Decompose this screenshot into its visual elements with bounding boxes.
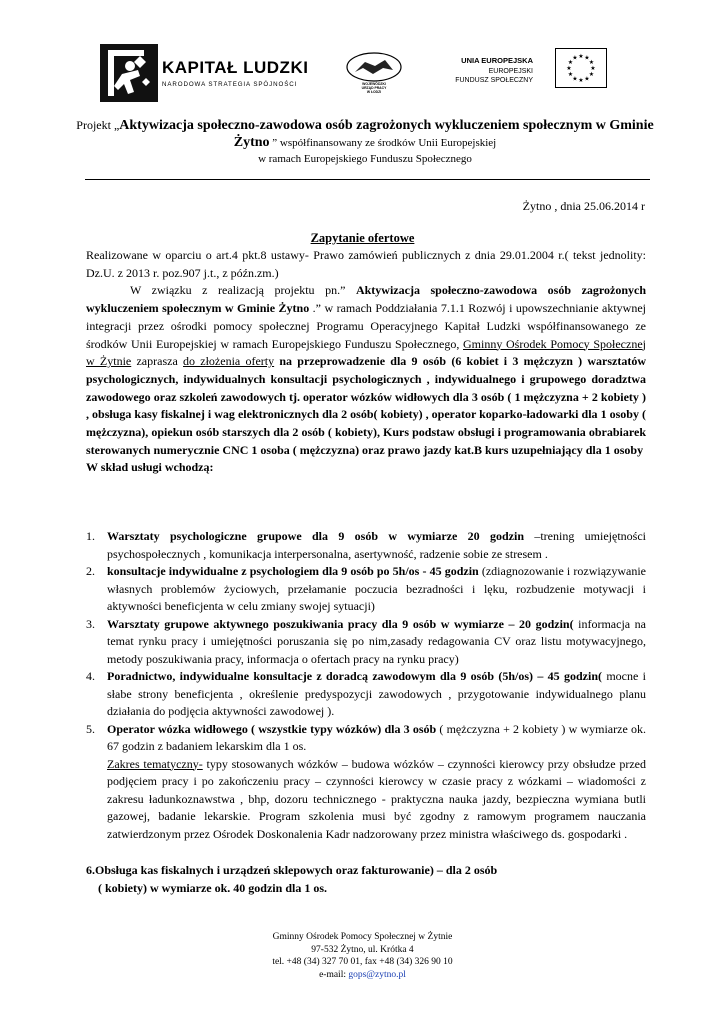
project-fund-line: w ramach Europejskiego Funduszu Społecznego: [258, 153, 472, 165]
project-prefix: Projekt „: [76, 118, 120, 132]
list-item-description: informacja na temat rynku pracy i umiejętności poruszania się po nim,zasady redagowania CV oraz listu motywacyjnego, metody poszukiwania pracy, informacja o ofertach pracy na rynku pracy): [107, 616, 646, 666]
list-item-title: Warsztaty psychologiczne grupowe dla 9 osób w wymiarze 20 godzin: [107, 529, 525, 543]
invitation-scope: na przeprowadzenie dla 9 osób (6 kobiet i 3 mężczyzn ) warsztatów psychologicznych, indywidualnych konsultacji psychologicznych , indywidualnego i grupowego doradztwa zawodowego oraz szkoleń zawodowych tj. operator wózków widłowych dla 3 osób ( 1 mężczyzna + 2 kobiety ) , obsługa kasy fiskalnej i wag elektronicznych dla 2 osób( kobiety) , operator koparko-ładowarki dla 1 osoby ( mężczyzna), opiekun osób starszych dla 2 osób ( kobiety), Kurs podstaw obsługi i programowania obrabiarek sterowanych numerycznie CNC 1 osoba ( mężczyzna) oraz prawo jazdy kat.B kurs uzupełniający dla 1 osoby: [86, 354, 647, 457]
svg-text:★: ★: [578, 77, 584, 84]
invitation-paragraph: [86, 282, 646, 459]
list-item-scope: [107, 756, 646, 844]
eu-flag-icon: [555, 48, 607, 88]
invitation-invites: zaprasza: [131, 354, 184, 369]
list-item: [86, 668, 646, 721]
svg-text:★: ★: [567, 71, 574, 78]
invitation-offer-call: do złożenia oferty: [183, 354, 275, 369]
list-item-title: Operator wózka widłowego ( wszystkie typy wózków) dla 3 osób: [107, 721, 437, 736]
service-6-line-1: 6.Obsługa kas fiskalnych i urządzeń sklepowych oraz fakturowanie) – dla 2 osób: [86, 863, 498, 877]
project-title: Aktywizacja społeczno-zawodowa osób zagrożonych wykluczeniem społecznym w Gminie Żytno: [119, 118, 654, 150]
wup-logo: [345, 52, 403, 98]
wup-text: [345, 82, 403, 94]
list-item: [86, 616, 646, 669]
footer-email-link[interactable]: gops@zytno.pl: [348, 969, 406, 980]
list-item: [86, 563, 646, 616]
legal-basis: Realizowane w oparciu o art.4 pkt.8 ustawy- Prawo zamówień publicznych z dnia 29.01.2004 r.( tekst jednolity: Dz.U. z 2013 r. poz.907 j.t., z późn.zm.): [86, 248, 646, 280]
eu-subtitle-line-2: FUNDUSZ SPOŁECZNY: [455, 77, 533, 84]
svg-text:★: ★: [584, 75, 590, 83]
footer: [0, 931, 725, 981]
project-header: [60, 117, 670, 167]
header-divider: [85, 179, 650, 180]
footer-phone: tel. +48 (34) 327 70 01, fax +48 (34) 326 90 10: [272, 957, 453, 967]
scope-description: typy stosowanych wózków – budowa wózków – czynności kierowcy przy obsłudze przed podjęciem pracy i po zakończeniu pracy – czynności kierowcy w czasie pracy z wózkami – wiadomości z zakresu ładunkoznawstwa , bhp, dozoru technicznego - praktyczna nauka jazdy, bezpieczna wymiana butli gazowej, badanie lekarskie. Program szkolenia musi być zgodny z ramowym programem nauczania zatwierdzonym przez Ośrodek Doskonalenia Kadr nadzorowany przez ministra właściwego ds. gospodarki .: [107, 756, 646, 841]
svg-text:★: ★: [578, 53, 584, 60]
list-item-title: Warsztaty grupowe aktywnego poszukiwania pracy dla 9 osób w wymiarze – 20 godzin(: [107, 616, 574, 631]
intro-text: [86, 247, 646, 477]
kapital-ludzki-subtitle: NARODOWA STRATEGIA SPÓJNOŚCI: [162, 81, 298, 88]
svg-text:★: ★: [572, 54, 578, 62]
wup-line-1: WOJEWÓDZKI: [362, 82, 386, 86]
invitation-program: .” w ramach Poddziałania 7.1.1 Rozwój i upowszechnianie aktywnej integracji przez ośrodki pomocy społecznej Programu Operacyjnego Kapitał Ludzki współfinansowanego ze środków Unii Europejskiej w ramach Europejskiego Funduszu Społecznego,: [86, 301, 646, 351]
kapital-ludzki-emblem-icon: [100, 44, 158, 102]
list-item: [86, 528, 646, 563]
document-date: Żytno , dnia 25.06.2014 r: [522, 199, 645, 213]
list-item-description: mocne i słabe strony beneficjenta , określenie predyspozycji zawodowych , przygotowanie indywidualnego planu działania do podjęcia aktywności zawodowej ).: [107, 669, 646, 718]
footer-organisation: Gminny Ośrodek Pomocy Społecznej w Żytnie: [272, 932, 453, 942]
footer-email-line: [0, 969, 725, 982]
list-item-number: 1.: [86, 529, 95, 543]
list-item-description: (zdiagnozowanie i rozwiązywanie własnych problemów życiowych, przełamanie poczucia bezradności i lęku, rozbudzenie motywacji i aktywności beneficjenta w celu zmiany swojej sytuacji): [107, 564, 646, 613]
list-item-number: 2.: [86, 564, 95, 578]
project-cofinanced: ” współfinansowany ze środków Unii Europejskiej: [269, 137, 497, 149]
svg-text:★: ★: [566, 65, 572, 72]
list-item-number: 5.: [86, 721, 95, 736]
kapital-ludzki-title: KAPITAŁ LUDZKI: [162, 58, 309, 77]
wup-line-2: URZĄD PRACY: [361, 86, 387, 90]
list-item: [86, 721, 646, 844]
wup-line-3: W ŁODZI: [366, 90, 382, 94]
service-6-line-2: ( kobiety) w wymiarze ok. 40 godzin dla 1 os.: [98, 880, 327, 895]
svg-text:★: ★: [572, 75, 578, 83]
list-item-number: 3.: [86, 616, 95, 631]
list-item-number: 4.: [86, 669, 95, 683]
eu-subtitle: [455, 67, 533, 85]
scope-label: Zakres tematyczny-: [107, 756, 203, 771]
services-heading: W skład usługi wchodzą:: [86, 460, 214, 475]
svg-text:★: ★: [588, 71, 595, 78]
svg-text:★: ★: [584, 54, 590, 62]
svg-text:★: ★: [590, 65, 596, 72]
page-title: Zapytanie ofertowe: [310, 231, 415, 245]
eu-subtitle-line-1: EUROPEJSKI: [488, 68, 533, 75]
footer-email-label: e-mail:: [319, 969, 349, 980]
service-6: [86, 862, 646, 897]
svg-text:★: ★: [588, 59, 595, 66]
list-item-title: Poradnictwo, indywidualne konsultacje z doradcą zawodowym dla 9 osób (5h/os) – 45 godzin(: [107, 669, 603, 683]
invitation-project-name: Aktywizacja społeczno-zawodowa osób zagrożonych wykluczeniem społecznym w Gminie Żytno: [86, 283, 647, 316]
invitation-start: W związku z realizacją projektu pn.”: [130, 283, 356, 298]
svg-text:★: ★: [567, 59, 574, 66]
list-item-description: –trening umiejętności psychospołecznych , komunikacja interpersonalna, asertywność, radzenie sobie ze stresem .: [107, 529, 646, 561]
list-item-title: konsultacje indywidualne z psychologiem dla 9 osób po 5h/os - 45 godzin: [107, 564, 479, 578]
services-list: [86, 528, 646, 843]
list-item-description: ( mężczyzna + 2 kobiety ) w wymiarze ok. 67 godzin z badaniem lekarskim dla 1 os.: [107, 721, 646, 753]
footer-address: 97-532 Żytno, ul. Krótka 4: [311, 944, 414, 955]
invitation-organisation: Gminny Ośrodek Pomocy Społecznej w Żytnie: [86, 336, 646, 369]
eu-logo: [435, 48, 610, 100]
wup-emblem-icon: [345, 52, 403, 82]
eu-title: UNIA EUROPEJSKA: [461, 56, 533, 65]
project-title-block: [60, 117, 670, 151]
kapital-ludzki-logo: [100, 40, 315, 106]
